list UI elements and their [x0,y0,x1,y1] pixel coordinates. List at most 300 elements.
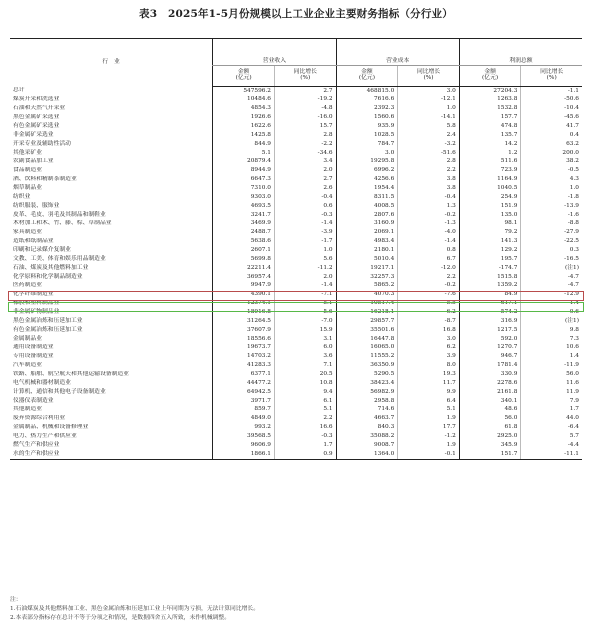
cost-growth-cell: 3.0 [398,87,460,96]
profit-amount-cell: 151.7 [459,450,521,459]
table-row [10,264,582,273]
profit-amount-cell: 135.7 [459,131,521,140]
industry-cell: 金属制品业 [13,335,42,342]
profit-growth-cell: -4.7 [521,273,582,282]
header-profit-growth: 同比增长 (%) [521,66,582,87]
header-revenue: 营业收入 [213,39,336,66]
revenue-growth-cell: 3.1 [275,335,337,344]
profit-growth-cell: 7.9 [521,397,582,406]
revenue-growth-cell: 6.0 [275,344,337,353]
revenue-growth-cell: -1.4 [275,282,337,291]
cost-amount-cell: 2958.8 [336,397,398,406]
table-row [10,388,582,397]
profit-amount-cell: 129.2 [459,246,521,255]
cost-growth-cell: -6.2 [398,308,460,317]
profit-amount-cell: 1515.8 [459,273,521,282]
profit-growth-cell: -4.7 [521,282,582,291]
cost-amount-cell: 8311.5 [336,193,398,202]
table-row [10,433,582,442]
cost-growth-cell: -0.2 [398,282,460,291]
profit-growth-cell: -27.9 [521,229,582,238]
cost-amount-cell: 16218.1 [336,308,398,317]
cost-growth-cell: -3.2 [398,140,460,149]
revenue-amount-cell: 39568.5 [213,433,275,442]
profit-amount-cell: -174.7 [459,264,521,273]
revenue-growth-cell: 15.9 [275,326,337,335]
revenue-growth-cell: 7.1 [275,362,337,371]
cost-amount-cell: 16447.8 [336,335,398,344]
cost-growth-cell: -0.4 [398,193,460,202]
cost-amount-cell: 35501.6 [336,326,398,335]
industry-cell: 木材加工和木、竹、藤、棕、草制品业 [13,220,112,227]
revenue-amount-cell: 22211.4 [213,264,275,273]
cost-growth-cell: 1.9 [398,441,460,450]
industry-cell: 电力、热力生产和供应业 [13,433,77,440]
cost-growth-cell: 0.8 [398,246,460,255]
header-industry: 行 业 [10,39,213,87]
profit-growth-cell: -13.9 [521,202,582,211]
revenue-growth-cell: -16.0 [275,114,337,123]
revenue-amount-cell: 37607.9 [213,326,275,335]
table-row [10,255,582,264]
revenue-amount-cell: 3469.9 [213,220,275,229]
industry-cell: 酒、饮料和精制茶制造业 [13,176,77,183]
revenue-amount-cell: 1425.8 [213,131,275,140]
industry-cell: 废弃资源综合利用业 [13,415,66,422]
revenue-growth-cell: 3.6 [275,353,337,362]
table-row [10,246,582,255]
industry-cell: 皮革、毛皮、羽毛及其制品和制鞋业 [13,211,106,218]
industry-cell: 文教、工美、体育和娱乐用品制造业 [13,255,106,262]
revenue-amount-cell: 7310.0 [213,184,275,193]
profit-amount-cell: 1040.5 [459,184,521,193]
note-2: 2.本表部分指标存在总计不等于分项之和情况，是数据四舍五入所致，未作机械调整。 [10,615,231,621]
profit-amount-cell: 79.2 [459,229,521,238]
table-row [10,167,582,176]
cost-amount-cell: 9008.7 [336,441,398,450]
revenue-growth-cell: 16.6 [275,424,337,433]
profit-amount-cell: 56.0 [459,415,521,424]
cost-amount-cell: 3.0 [336,149,398,158]
revenue-growth-cell: 10.8 [275,379,337,388]
revenue-growth-cell: -2.2 [275,140,337,149]
cost-amount-cell: 2069.1 [336,229,398,238]
table-row [10,291,582,300]
revenue-growth-cell: 2.7 [275,87,337,96]
revenue-growth-cell: -1.7 [275,238,337,247]
cost-growth-cell: -51.6 [398,149,460,158]
industry-cell: 食品制造业 [13,167,42,174]
cost-growth-cell: -1.2 [398,433,460,442]
profit-amount-cell: 151.9 [459,202,521,211]
table-row [10,300,582,309]
cost-amount-cell: 19217.1 [336,264,398,273]
revenue-amount-cell: 1866.1 [213,450,275,459]
cost-amount-cell: 784.7 [336,140,398,149]
profit-growth-cell: 1.0 [521,184,582,193]
profit-growth-cell: -45.6 [521,114,582,123]
table-row [10,308,582,317]
revenue-growth-cell: 0.9 [275,450,337,459]
cost-amount-cell: 38423.4 [336,379,398,388]
revenue-amount-cell: 9303.0 [213,193,275,202]
cost-amount-cell: 6996.2 [336,167,398,176]
table-row [10,344,582,353]
table-row [10,87,582,96]
cost-growth-cell: 6.7 [398,255,460,264]
cost-growth-cell: 2.8 [398,158,460,167]
table-row [10,362,582,371]
cost-growth-cell: -12.0 [398,264,460,273]
industry-cell: 其他制造业 [13,406,42,413]
footnotes [10,596,582,623]
cost-amount-cell: 2807.6 [336,211,398,220]
industry-cell: 医药制造业 [13,282,42,289]
cost-amount-cell: 10517.4 [336,300,398,309]
cost-growth-cell: 5.8 [398,122,460,131]
revenue-growth-cell: 5.1 [275,406,337,415]
industry-cell: 其他采矿业 [13,149,42,156]
revenue-amount-cell: 9606.9 [213,441,275,450]
table-title: 表3 2025年1-5月份规模以上工业企业主要财务指标（分行业） [139,8,453,20]
revenue-amount-cell: 18556.6 [213,335,275,344]
profit-amount-cell: 1263.8 [459,96,521,105]
profit-growth-cell: 63.2 [521,140,582,149]
revenue-growth-cell: 1.7 [275,441,337,450]
profit-growth-cell: 38.2 [521,158,582,167]
revenue-amount-cell: 3241.7 [213,211,275,220]
revenue-growth-cell: -34.6 [275,149,337,158]
cost-amount-cell: 2392.3 [336,105,398,114]
header-revenue-amount: 金额 (亿元) [213,66,275,87]
cost-amount-cell: 1364.0 [336,450,398,459]
revenue-amount-cell: 36957.4 [213,273,275,282]
table-row [10,353,582,362]
industry-cell: 总计 [13,87,25,94]
industry-cell: 铁路、船舶、航空航天和其他运输设备制造业 [13,371,129,378]
header-profit: 利润总额 [459,39,582,66]
table-row [10,317,582,326]
industry-cell: 水的生产和供应业 [10,450,213,459]
profit-growth-cell: 41.7 [521,122,582,131]
revenue-growth-cell: -7.1 [275,291,337,300]
header-profit-amount: 金额 (亿元) [459,66,521,87]
revenue-amount-cell: 2607.1 [213,246,275,255]
profit-growth-cell: 44.0 [521,415,582,424]
revenue-amount-cell: 5699.8 [213,255,275,264]
cost-growth-cell: 5.1 [398,406,460,415]
profit-growth-cell: 0.4 [521,131,582,140]
revenue-amount-cell: 10484.6 [213,96,275,105]
cost-amount-cell: 19295.8 [336,158,398,167]
profit-amount-cell: 2925.0 [459,433,521,442]
cost-growth-cell: -4.0 [398,229,460,238]
table-row [10,193,582,202]
profit-growth-cell: 1.4 [521,353,582,362]
profit-amount-cell: 723.9 [459,167,521,176]
table-row [10,211,582,220]
industry-cell: 烟草制品业 [13,184,42,191]
profit-amount-cell: 1532.8 [459,105,521,114]
industry-cell: 化学纤维制造业 [13,291,54,298]
profit-growth-cell: -50.6 [521,96,582,105]
table-row [10,335,582,344]
revenue-growth-cell: -19.2 [275,96,337,105]
industry-cell: 非金属矿采选业 [13,131,54,138]
table-body [10,87,582,460]
industry-cell: 仪器仪表制造业 [13,397,54,404]
revenue-growth-cell: 5.6 [275,255,337,264]
profit-amount-cell: 84.9 [459,291,521,300]
profit-growth-cell: 9.8 [521,326,582,335]
cost-growth-cell: 19.3 [398,371,460,380]
profit-amount-cell: 340.1 [459,397,521,406]
cost-amount-cell: 1028.5 [336,131,398,140]
industry-cell: 开采专业及辅助性活动 [13,140,71,147]
industry-cell: 有色金属矿采选业 [13,122,60,129]
cost-growth-cell: 9.9 [398,388,460,397]
profit-growth-cell: -22.5 [521,238,582,247]
revenue-amount-cell: 64942.5 [213,388,275,397]
cost-amount-cell: 4663.7 [336,415,398,424]
industry-cell: 造纸和纸制品业 [13,238,54,245]
cost-amount-cell: 2180.1 [336,246,398,255]
revenue-amount-cell: 4849.0 [213,415,275,424]
profit-amount-cell: 27204.3 [459,87,521,96]
revenue-amount-cell: 4693.5 [213,202,275,211]
cost-growth-cell: 2.2 [398,273,460,282]
cost-growth-cell: 3.8 [398,176,460,185]
revenue-amount-cell: 1622.6 [213,122,275,131]
table-row [10,415,582,424]
industry-cell: 橡胶和塑料制品业 [13,300,60,307]
header-cost-amount: 金额 (亿元) [336,66,398,87]
table-row [10,379,582,388]
cost-amount-cell: 5290.5 [336,371,398,380]
cost-growth-cell: 1.0 [398,105,460,114]
revenue-amount-cell: 4854.3 [213,105,275,114]
profit-amount-cell: 157.7 [459,114,521,123]
header-cost-growth: 同比增长 (%) [398,66,460,87]
profit-amount-cell: 1217.5 [459,326,521,335]
profit-amount-cell: 474.8 [459,122,521,131]
industry-cell: 非金属矿物制品业 [13,309,60,316]
industry-cell: 农副食品加工业 [13,158,54,165]
revenue-amount-cell: 844.9 [213,140,275,149]
profit-amount-cell: 195.7 [459,255,521,264]
profit-growth-cell: 56.0 [521,371,582,380]
cost-amount-cell: 4983.4 [336,238,398,247]
profit-growth-cell: 10.6 [521,344,582,353]
cost-growth-cell: 17.7 [398,424,460,433]
industry-cell: 石油和天然气开采业 [13,105,66,112]
revenue-growth-cell: -4.8 [275,105,337,114]
revenue-growth-cell: 5.1 [275,300,337,309]
revenue-amount-cell: 9947.9 [213,282,275,291]
profit-growth-cell: 0.6 [521,308,582,317]
profit-growth-cell: 1.4 [521,300,582,309]
cost-growth-cell: 8.0 [398,362,460,371]
profit-amount-cell: 511.6 [459,158,521,167]
revenue-amount-cell: 31264.5 [213,317,275,326]
revenue-amount-cell: 19673.7 [213,344,275,353]
profit-amount-cell: 617.1 [459,300,521,309]
profit-growth-cell: -8.8 [521,220,582,229]
profit-growth-cell: -1.8 [521,193,582,202]
revenue-growth-cell: -5.6 [275,308,337,317]
profit-growth-cell: -16.5 [521,255,582,264]
revenue-amount-cell: 5.1 [213,149,275,158]
cost-amount-cell: 4008.5 [336,202,398,211]
industry-cell: 黑色金属矿采选业 [13,114,60,121]
profit-amount-cell: 254.9 [459,193,521,202]
table-row [10,158,582,167]
revenue-amount-cell: 3971.7 [213,397,275,406]
industry-cell: 通用设备制造业 [13,344,54,351]
table-row [10,131,582,140]
cost-amount-cell: 4070.3 [336,291,398,300]
revenue-amount-cell: 1926.6 [213,114,275,123]
table-row [10,96,582,105]
table-row [10,326,582,335]
profit-amount-cell: 1270.7 [459,344,521,353]
cost-amount-cell: 1560.6 [336,114,398,123]
profit-growth-cell: -11.1 [521,450,582,459]
cost-growth-cell: 2.2 [398,167,460,176]
revenue-amount-cell: 6647.3 [213,176,275,185]
revenue-amount-cell: 18916.8 [213,308,275,317]
table-row [10,282,582,291]
revenue-amount-cell: 2488.7 [213,229,275,238]
profit-growth-cell: 7.3 [521,335,582,344]
revenue-growth-cell: 6.1 [275,397,337,406]
table-row [10,371,582,380]
cost-growth-cell: 2.4 [398,131,460,140]
industry-cell: 煤炭开采和洗选业 [13,96,60,103]
cost-growth-cell: 5.5 [398,300,460,309]
profit-amount-cell: 574.2 [459,308,521,317]
cost-amount-cell: 1954.4 [336,184,398,193]
profit-amount-cell: 2161.8 [459,388,521,397]
profit-growth-cell: 0.3 [521,246,582,255]
cost-growth-cell: 1.3 [398,202,460,211]
revenue-growth-cell: 3.4 [275,158,337,167]
revenue-growth-cell: -0.3 [275,433,337,442]
cost-growth-cell: 1.9 [398,415,460,424]
profit-growth-cell: 5.7 [521,433,582,442]
table-row [10,105,582,114]
profit-amount-cell: 345.9 [459,441,521,450]
profit-growth-cell: -1.1 [521,87,582,96]
cost-amount-cell: 714.6 [336,406,398,415]
revenue-growth-cell: -0.3 [275,211,337,220]
profit-growth-cell: -1.6 [521,211,582,220]
revenue-growth-cell: -3.9 [275,229,337,238]
revenue-amount-cell: 8944.9 [213,167,275,176]
table-row [10,149,582,158]
industry-cell: 印刷和记录媒介复制业 [13,247,71,253]
industry-cell: 化学原料和化学制品制造业 [13,273,83,280]
industry-cell: 电气机械和器材制造业 [13,379,71,386]
industry-cell: 家具制造业 [13,229,42,236]
industry-cell: 计算机、通信和其他电子设备制造业 [13,388,106,395]
revenue-amount-cell: 41283.3 [213,362,275,371]
table-row [10,220,582,229]
revenue-growth-cell: 9.4 [275,388,337,397]
industry-cell: 汽车制造业 [13,362,42,369]
cost-growth-cell: 3.8 [398,184,460,193]
profit-growth-cell: 11.9 [521,388,582,397]
profit-amount-cell: 1164.9 [459,176,521,185]
profit-growth-cell: -0.5 [521,167,582,176]
revenue-growth-cell: 2.8 [275,131,337,140]
cost-growth-cell: -12.1 [398,96,460,105]
cost-amount-cell: 11555.2 [336,353,398,362]
profit-growth-cell: 4.3 [521,176,582,185]
revenue-growth-cell: 15.7 [275,122,337,131]
profit-growth-cell: 1.7 [521,406,582,415]
revenue-amount-cell: 4390.1 [213,291,275,300]
table-row [10,114,582,123]
cost-amount-cell: 36350.9 [336,362,398,371]
cost-amount-cell: 7616.6 [336,96,398,105]
cost-growth-cell: -8.7 [398,317,460,326]
cost-amount-cell: 56982.9 [336,388,398,397]
revenue-amount-cell: 14703.2 [213,353,275,362]
note-1: 1.石油煤炭及其他燃料加工业、黑色金属冶炼和压延加工业上年同期为亏损，无法计算同比增长。 [10,606,260,612]
revenue-growth-cell: 2.6 [275,184,337,193]
revenue-amount-cell: 547596.2 [213,87,275,96]
table-row [10,424,582,433]
cost-amount-cell: 32257.3 [336,273,398,282]
table-row [10,176,582,185]
cost-growth-cell: -1.4 [398,238,460,247]
industry-cell: 纺织业 [13,193,31,200]
cost-amount-cell: 5010.4 [336,255,398,264]
profit-amount-cell: 330.9 [459,371,521,380]
header-revenue-growth: 同比增长 (%) [275,66,337,87]
profit-amount-cell: 14.2 [459,140,521,149]
revenue-growth-cell: 2.0 [275,167,337,176]
cost-amount-cell: 935.9 [336,122,398,131]
cost-growth-cell: 3.0 [398,335,460,344]
industry-cell: 金属制品、机械和设备修理业 [13,424,89,431]
revenue-growth-cell: 2.2 [275,415,337,424]
profit-amount-cell: 946.7 [459,353,521,362]
profit-growth-cell: (注1) [521,317,582,326]
cost-growth-cell: 11.7 [398,379,460,388]
revenue-growth-cell: 2.0 [275,273,337,282]
profit-amount-cell: 1359.2 [459,282,521,291]
table-row [10,122,582,131]
cost-amount-cell: 35088.2 [336,433,398,442]
profit-amount-cell: 1.2 [459,149,521,158]
cost-amount-cell: 4256.6 [336,176,398,185]
cost-amount-cell: 5865.2 [336,282,398,291]
industry-cell: 黑色金属冶炼和压延加工业 [13,317,83,324]
table-row [10,140,582,149]
revenue-growth-cell: -1.4 [275,220,337,229]
cost-amount-cell: 840.3 [336,424,398,433]
revenue-growth-cell: 1.0 [275,246,337,255]
industry-cell: 有色金属冶炼和压延加工业 [13,326,83,333]
revenue-amount-cell: 993.2 [213,424,275,433]
cost-growth-cell: -0.2 [398,211,460,220]
industry-cell: 专用设备制造业 [13,353,54,360]
cost-growth-cell: -14.1 [398,114,460,123]
revenue-growth-cell: -11.2 [275,264,337,273]
profit-amount-cell: 2278.6 [459,379,521,388]
